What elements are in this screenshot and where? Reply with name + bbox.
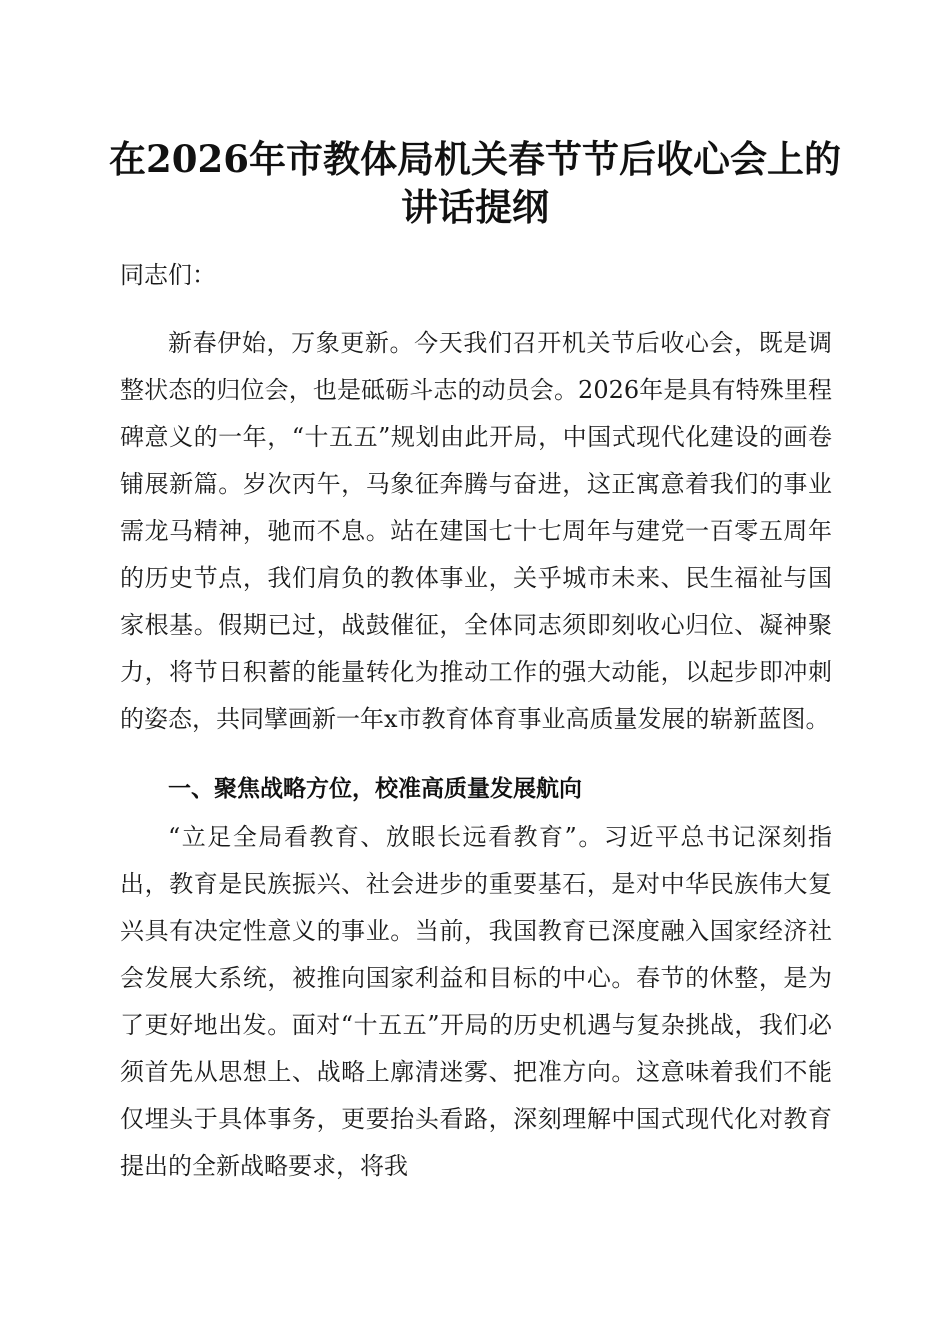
document-title-line-2: 讲话提纲 <box>401 185 549 229</box>
paragraph-intro: 新春伊始，万象更新。今天我们召开机关节后收心会，既是调整状态的归位会，也是砥砺斗志的动员会。2026年是具有特殊里程碑意义的一年，“十五五”规划由此开局，中国式现代化建设的画卷铺展新篇。岁次丙午，马象征奔腾与奋进，这正寓意着我们的事业需龙马精神，驰而不息。站在建国七十七周年与建党一百零五周年的历史节点，我们肩负的教体事业，关乎城市未来、民生福祉与国家根基。假期已过，战鼓催征，全体同志须即刻收心归位、凝神聚力，将节日积蓄的能量转化为推动工作的强大动能，以起步即冲刺的姿态，共同擘画新一年x市教育体育事业高质量发展的崭新蓝图。 <box>120 329 832 733</box>
greeting: 同志们： <box>120 261 216 289</box>
paragraph-section-1: “立足全局看教育、放眼长远看教育”。习近平总书记深刻指出，教育是民族振兴、社会进步的重要基石，是对中华民族伟大复兴具有决定性意义的事业。当前，我国教育已深度融入国家经济社会发展大系统，被推向国家利益和目标的中心。春节的休整，是为了更好地出发。面对“十五五”开局的历史机遇与复杂挑战，我们必须首先从思想上、战略上廓清迷雾、把准方向。这意味着我们不能仅埋头于具体事务，更要抬头看路，深刻理解中国式现代化对教育提出的全新战略要求，将我 <box>120 823 832 1180</box>
document-title-line-1: 在2026年市教体局机关春节节后收心会上的 <box>109 137 841 181</box>
section-heading-1: 一、聚焦战略方位，校准高质量发展航向 <box>168 776 582 802</box>
